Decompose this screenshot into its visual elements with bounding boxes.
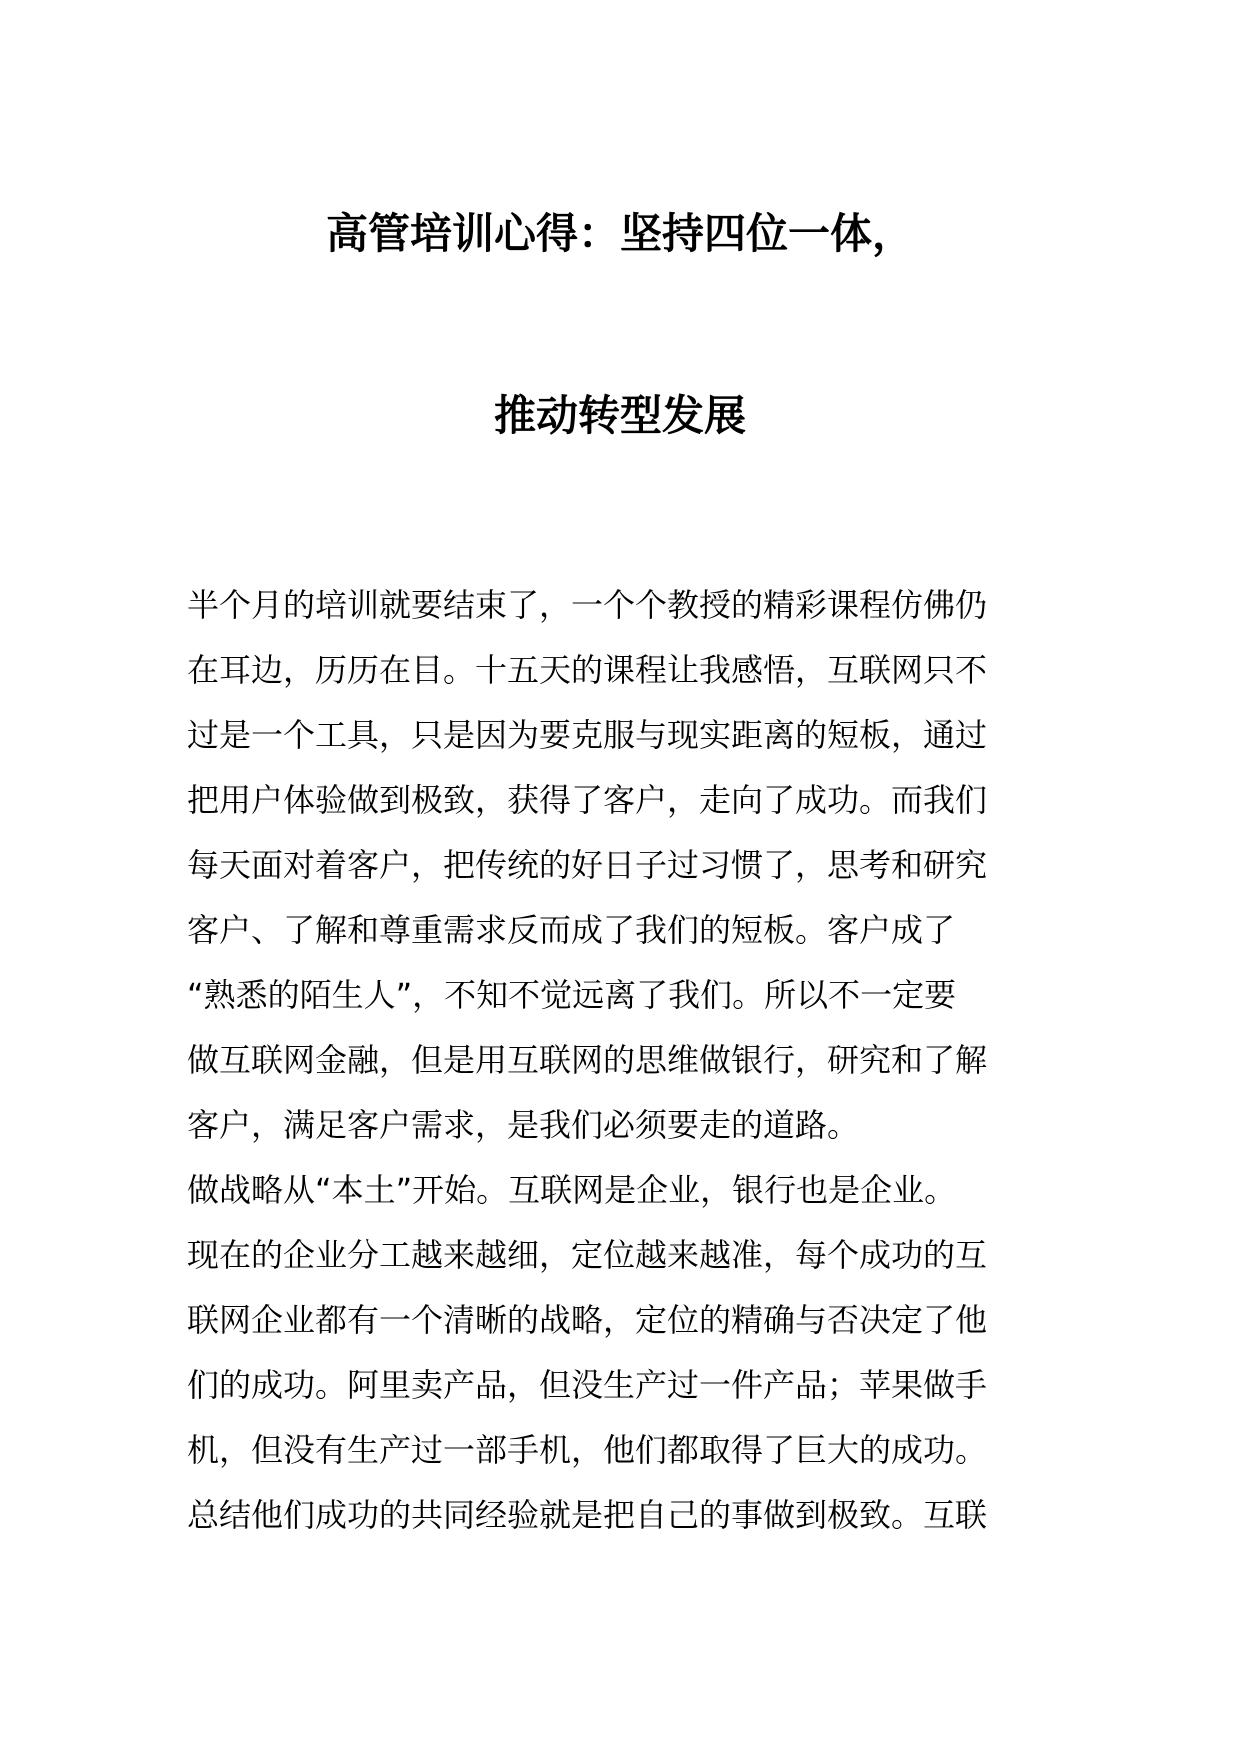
body-line: 机，但没有生产过一部手机，他们都取得了巨大的成功。 bbox=[187, 1431, 988, 1469]
body-line: 把用户体验做到极致，获得了客户，走向了成功。而我们 bbox=[187, 781, 988, 819]
body-line: 每天面对着客户，把传统的好日子过习惯了，思考和研究 bbox=[187, 846, 988, 884]
body-line: 总结他们成功的共同经验就是把自己的事做到极致。互联 bbox=[187, 1496, 988, 1534]
body-line: “熟悉的陌生人”，不知不觉远离了我们。所以不一定要 bbox=[187, 976, 957, 1014]
document-title-line-2: 推动转型发展 bbox=[493, 391, 746, 440]
body-line: 们的成功。阿里卖产品，但没生产过一件产品；苹果做手 bbox=[187, 1366, 988, 1404]
body-line: 客户、了解和尊重需求反而成了我们的短板。客户成了 bbox=[187, 911, 956, 949]
body-line: 做战略从“本土”开始。互联网是企业，银行也是企业。 bbox=[187, 1171, 957, 1209]
body-line: 客户，满足客户需求，是我们必须要走的道路。 bbox=[187, 1106, 860, 1144]
document-body bbox=[187, 573, 1057, 1548]
document-title-line-1: 高管培训心得：坚持四位一体， bbox=[325, 209, 914, 258]
body-line: 联网企业都有一个清晰的战略，定位的精确与否决定了他 bbox=[187, 1301, 988, 1339]
body-line: 半个月的培训就要结束了，一个个教授的精彩课程仿佛仍 bbox=[187, 586, 988, 624]
body-line: 过是一个工具，只是因为要克服与现实距离的短板，通过 bbox=[187, 716, 988, 754]
body-line: 现在的企业分工越来越细，定位越来越准，每个成功的互 bbox=[187, 1236, 988, 1274]
body-line: 做互联网金融，但是用互联网的思维做银行，研究和了解 bbox=[187, 1041, 988, 1079]
body-line: 在耳边，历历在目。十五天的课程让我感悟，互联网只不 bbox=[187, 651, 988, 689]
